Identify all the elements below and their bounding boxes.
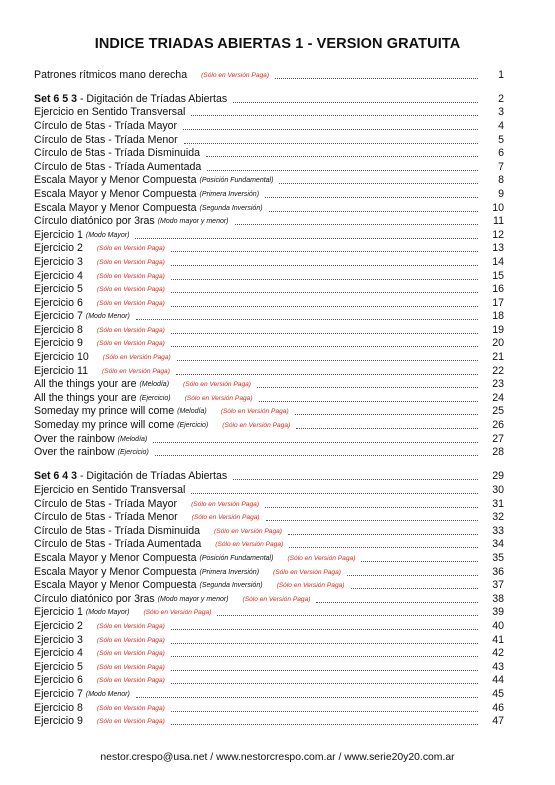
dot-leader xyxy=(171,333,478,334)
paid-version-tag: (Sólo en Versión Paga) xyxy=(191,500,260,508)
page-number: 40 xyxy=(492,619,504,632)
page-number: 21 xyxy=(492,351,504,364)
paid-version-tag: (Sólo en Versión Paga) xyxy=(101,367,170,375)
dot-leader xyxy=(265,197,478,198)
dot-leader xyxy=(257,387,478,388)
toc-entry[interactable] xyxy=(34,92,504,106)
page-number: 36 xyxy=(492,565,504,578)
entry-label: Over the rainbow xyxy=(34,432,115,445)
entry-label: Ejercicio 1 xyxy=(34,228,83,241)
dot-leader xyxy=(289,547,478,548)
dot-leader xyxy=(233,479,478,480)
toc-entry[interactable] xyxy=(34,160,504,174)
paid-version-tag: (Sólo en Versión Paga) xyxy=(96,704,165,712)
toc-entry[interactable] xyxy=(34,119,504,133)
page-number: 4 xyxy=(498,119,504,132)
entry-label: Over the rainbow xyxy=(34,446,115,459)
page-number: 24 xyxy=(492,391,504,404)
page-number: 29 xyxy=(492,470,504,483)
toc-entry[interactable] xyxy=(34,201,504,215)
page-number: 43 xyxy=(492,660,504,673)
entry-label: Patrones rítmicos mano derecha xyxy=(34,68,188,81)
page-number: 18 xyxy=(492,310,504,323)
entry-note: (Ejercicio) xyxy=(117,449,149,457)
paid-version-tag: (Sólo en Versión Paga) xyxy=(96,718,165,726)
page-number: 20 xyxy=(492,337,504,350)
entry-label: Ejercicio 7 xyxy=(34,310,83,323)
entry-note: (Modo mayor y menor) xyxy=(157,595,229,603)
entry-note: (Melodía) xyxy=(177,408,207,416)
page-number: 9 xyxy=(498,187,504,200)
toc-entry[interactable] xyxy=(34,68,504,82)
toc-entry[interactable] xyxy=(34,660,504,674)
paid-version-tag: (Sólo en Versión Paga) xyxy=(201,71,270,79)
toc-entry[interactable] xyxy=(34,551,504,565)
toc-entry[interactable] xyxy=(34,483,504,497)
dot-leader xyxy=(295,414,478,415)
toc-entry[interactable] xyxy=(34,269,504,283)
dot-leader xyxy=(184,143,478,144)
dot-leader xyxy=(171,346,478,347)
page-number: 35 xyxy=(492,551,504,564)
toc-entry[interactable] xyxy=(34,633,504,647)
paid-version-tag: (Sólo en Versión Paga) xyxy=(273,568,341,576)
page-number: 45 xyxy=(492,687,504,700)
paid-version-tag: (Sólo en Versión Paga) xyxy=(102,354,171,362)
page-number: 11 xyxy=(493,215,504,228)
entry-label: Ejercicio 7 xyxy=(34,687,83,700)
toc-entry[interactable] xyxy=(34,323,504,337)
entry-label: Ejercicio 1 xyxy=(34,606,83,619)
dot-leader xyxy=(136,697,478,698)
dot-leader xyxy=(347,575,478,576)
paid-version-tag: (Sólo en Versión Paga) xyxy=(96,340,165,348)
paid-version-tag: (Sólo en Versión Paga) xyxy=(96,326,165,334)
dot-leader xyxy=(136,319,478,320)
entry-note: (Posición Fundamental) xyxy=(199,554,274,562)
toc-entry[interactable] xyxy=(34,337,504,351)
dot-leader xyxy=(206,156,478,157)
entry-label: Ejercicio 9 xyxy=(34,715,83,728)
entry-note: (Modo mayor y menor) xyxy=(157,218,229,226)
entry-label: Ejercicio 5 xyxy=(34,660,83,673)
paid-version-tag: (Sólo en Versión Paga) xyxy=(287,554,356,562)
toc-entry[interactable] xyxy=(34,350,504,364)
paid-version-tag: (Sólo en Versión Paga) xyxy=(96,245,165,253)
dot-leader xyxy=(351,588,479,589)
page-number: 19 xyxy=(492,323,504,336)
toc-entry[interactable] xyxy=(34,174,504,188)
toc-entry[interactable] xyxy=(34,391,504,405)
paid-version-tag: (Sólo en Versión Paga) xyxy=(184,394,253,402)
entry-note: (Melodía) xyxy=(117,435,148,443)
entry-note: (Modo Menor) xyxy=(85,313,130,321)
dot-leader xyxy=(259,401,478,402)
toc-entry[interactable] xyxy=(34,255,504,269)
page-number: 12 xyxy=(492,228,504,241)
entry-label: Círculo diatónico por 3ras xyxy=(34,592,155,605)
entry-label: Escala Mayor y Menor Compuesta xyxy=(34,201,197,214)
toc-entry[interactable] xyxy=(34,106,504,120)
entry-label: All the things your are xyxy=(34,378,137,391)
paid-version-tag: (Sólo en Versión Paga) xyxy=(96,636,165,644)
toc-entry[interactable] xyxy=(34,565,504,579)
entry-label: Someday my prince will come xyxy=(34,405,175,418)
toc-entry[interactable] xyxy=(34,619,504,633)
entry-label: All the things your are xyxy=(34,391,137,404)
entry-label: Ejercicio 9 xyxy=(34,337,83,350)
dot-leader xyxy=(135,238,478,239)
entry-label: Ejercicio 5 xyxy=(34,283,83,296)
paid-version-tag: (Sólo en Versión Paga) xyxy=(215,541,284,549)
dot-leader xyxy=(177,360,478,361)
toc-entry[interactable] xyxy=(34,378,504,392)
entry-label: Ejercicio 6 xyxy=(34,296,83,309)
page-number: 2 xyxy=(498,92,504,105)
toc-entry[interactable] xyxy=(34,647,504,661)
dot-leader xyxy=(269,211,478,212)
page-number: 22 xyxy=(492,364,504,377)
dot-leader xyxy=(288,534,478,535)
entry-label: Círculo diatónico por 3ras xyxy=(34,215,155,228)
toc-entry[interactable] xyxy=(34,715,504,729)
entry-label: Círculo de 5tas - Tríada Mayor xyxy=(34,119,178,132)
toc-entry[interactable] xyxy=(34,701,504,715)
toc-entry[interactable] xyxy=(34,592,504,606)
entry-label: Círculo de 5tas - Tríada Mayor xyxy=(34,497,178,510)
entry-label: Escala Mayor y Menor Compuesta xyxy=(34,187,197,200)
page-number: 13 xyxy=(492,242,504,255)
entry-label: Círculo de 5tas - Tríada Aumentada xyxy=(34,160,202,173)
paid-version-tag: (Sólo en Versión Paga) xyxy=(96,677,165,685)
dot-leader xyxy=(171,306,478,307)
dot-leader xyxy=(171,683,478,684)
page-number: 41 xyxy=(492,633,504,646)
dot-leader xyxy=(155,455,478,456)
toc-entry[interactable] xyxy=(34,405,504,419)
toc-entry[interactable] xyxy=(34,310,504,324)
set-name: Set 6 5 3 xyxy=(34,92,80,105)
entry-note: (Posición Fundamental) xyxy=(199,177,274,185)
page-number: 23 xyxy=(492,378,504,391)
dot-leader xyxy=(171,656,478,657)
dot-leader xyxy=(279,183,478,184)
page-number: 47 xyxy=(492,715,504,728)
entry-label: Círculo de 5tas - Tríada Aumentada xyxy=(34,538,202,551)
dot-leader xyxy=(191,493,478,494)
page-number: 6 xyxy=(498,147,504,160)
paid-version-tag: (Sólo en Versión Paga) xyxy=(96,286,165,294)
page-number: 17 xyxy=(492,296,504,309)
entry-label: Ejercicio 3 xyxy=(34,633,83,646)
paid-version-tag: (Sólo en Versión Paga) xyxy=(96,258,165,266)
paid-version-tag: (Sólo en Versión Paga) xyxy=(96,299,165,307)
page-number: 16 xyxy=(492,283,504,296)
paid-version-tag: (Sólo en Versión Paga) xyxy=(96,650,165,658)
toc-entry[interactable] xyxy=(34,283,504,297)
dot-leader xyxy=(171,724,478,725)
entry-label: Ejercicio 2 xyxy=(34,242,83,255)
toc-entry[interactable] xyxy=(34,446,504,460)
dot-leader xyxy=(171,279,478,280)
entry-label: Ejercicio 2 xyxy=(34,619,83,632)
entry-label: Círculo de 5tas - Tríada Menor xyxy=(34,511,178,524)
entry-label: Ejercicio 11 xyxy=(34,364,88,377)
dot-leader xyxy=(171,265,478,266)
toc-entry[interactable] xyxy=(34,147,504,161)
entry-label: Ejercicio 6 xyxy=(34,674,83,687)
dot-leader xyxy=(171,643,478,644)
page-number: 14 xyxy=(492,255,504,268)
toc-entry[interactable] xyxy=(34,187,504,201)
toc-entry[interactable] xyxy=(34,511,504,525)
dot-leader xyxy=(207,170,478,171)
paid-version-tag: (Sólo en Versión Paga) xyxy=(214,527,282,535)
dot-leader xyxy=(171,670,478,671)
paid-version-tag: (Sólo en Versión Paga) xyxy=(242,595,311,603)
page-number: 30 xyxy=(492,484,504,496)
page-number: 8 xyxy=(498,174,504,187)
page-number: 27 xyxy=(492,432,504,445)
dot-leader xyxy=(235,224,478,225)
dot-leader xyxy=(171,711,478,712)
page-number: 31 xyxy=(492,497,504,510)
paid-version-tag: (Sólo en Versión Paga) xyxy=(96,663,165,671)
dot-leader xyxy=(233,102,478,103)
table-of-contents xyxy=(34,68,504,728)
entry-label: Escala Mayor y Menor Compuesta xyxy=(34,565,197,578)
toc-entry[interactable] xyxy=(34,674,504,688)
entry-label: Ejercicio 8 xyxy=(34,323,83,336)
paid-version-tag: (Sólo en Versión Paga) xyxy=(96,622,165,630)
page-number: 1 xyxy=(498,68,504,81)
entry-note: (Modo Mayor) xyxy=(85,609,130,617)
page-number: 33 xyxy=(492,524,504,537)
toc-entry[interactable] xyxy=(34,364,504,378)
dot-leader xyxy=(316,602,478,603)
dot-leader xyxy=(217,615,478,616)
entry-note: (Primera Inversión) xyxy=(199,568,260,576)
dot-leader xyxy=(171,292,478,293)
dot-leader xyxy=(265,507,478,508)
page-number: 42 xyxy=(492,647,504,660)
page-number: 3 xyxy=(498,106,504,119)
page-number: 38 xyxy=(492,592,504,605)
dot-leader xyxy=(191,115,478,116)
entry-label: Ejercicio 3 xyxy=(34,255,83,268)
dot-leader xyxy=(361,561,478,562)
entry-note: (Modo Mayor) xyxy=(85,231,130,239)
dot-leader xyxy=(183,129,478,130)
paid-version-tag: (Sólo en Versión Paga) xyxy=(276,582,345,590)
set-name: Set 6 4 3 xyxy=(34,470,80,483)
page-number: 25 xyxy=(492,405,504,418)
toc-entry[interactable] xyxy=(34,687,504,701)
dot-leader xyxy=(266,520,478,521)
entry-label: Escala Mayor y Menor Compuesta xyxy=(34,551,197,564)
footer-contact: nestor.crespo@usa.net / www.nestorcrespo.com.ar / www.serie20y20.com.ar xyxy=(100,752,455,763)
paid-version-tag: (Sólo en Versión Paga) xyxy=(191,514,260,522)
page-number: 10 xyxy=(492,201,504,214)
page-number: 32 xyxy=(492,511,504,524)
dot-leader xyxy=(153,442,478,443)
page-number: 28 xyxy=(492,446,504,459)
dot-leader xyxy=(275,78,478,79)
toc-entry[interactable] xyxy=(34,432,504,446)
page-number: 39 xyxy=(492,606,504,619)
toc-entry[interactable] xyxy=(34,418,504,432)
entry-label: Ejercicio en Sentido Transversal xyxy=(34,106,186,119)
entry-label: Círculo de 5tas - Tríada Disminuida xyxy=(34,147,201,160)
entry-label: Círculo de 5tas - Tríada Disminuida xyxy=(34,524,201,537)
page-number: 34 xyxy=(492,538,504,551)
page-number: 44 xyxy=(492,674,504,687)
paid-version-tag: (Sólo en Versión Paga) xyxy=(143,609,212,617)
paid-version-tag: (Sólo en Versión Paga) xyxy=(220,408,289,416)
entry-note: (Melodía) xyxy=(139,381,170,389)
entry-note: (Segunda Inversión) xyxy=(199,582,263,590)
entry-note: (Ejercicio) xyxy=(177,422,209,430)
entry-label: Ejercicio 4 xyxy=(34,269,83,282)
toc-entry[interactable] xyxy=(34,606,504,620)
toc-entry[interactable] xyxy=(34,579,504,593)
entry-note: (Segunda Inversión) xyxy=(199,204,263,212)
toc-entry[interactable] xyxy=(34,215,504,229)
entry-label: Escala Mayor y Menor Compuesta xyxy=(34,579,197,592)
toc-entry[interactable] xyxy=(34,228,504,242)
toc-entry[interactable] xyxy=(34,497,504,511)
toc-entry[interactable] xyxy=(34,242,504,256)
paid-version-tag: (Sólo en Versión Paga) xyxy=(183,381,251,389)
toc-entry[interactable] xyxy=(34,524,504,538)
paid-version-tag: (Sólo en Versión Paga) xyxy=(222,422,291,430)
dot-leader xyxy=(171,629,478,630)
entry-note: (Primera Inversión) xyxy=(199,190,260,198)
entry-label: Set 6 5 3 - Digitación de Tríadas Abiertas xyxy=(34,92,228,105)
dot-leader xyxy=(296,428,478,429)
entry-label: Ejercicio 4 xyxy=(34,647,83,660)
paid-version-tag: (Sólo en Versión Paga) xyxy=(96,272,165,280)
entry-label: Escala Mayor y Menor Compuesta xyxy=(34,174,197,187)
dot-leader xyxy=(171,251,478,252)
toc-entry[interactable] xyxy=(34,538,504,552)
page-number: 5 xyxy=(498,133,504,146)
toc-entry[interactable] xyxy=(34,296,504,310)
page-number: 46 xyxy=(492,701,504,714)
toc-entry[interactable] xyxy=(34,470,504,484)
page-title: INDICE TRIADAS ABIERTAS 1 - VERSION GRATUITA xyxy=(94,36,461,52)
page-number: 7 xyxy=(498,160,504,173)
entry-label: Ejercicio 8 xyxy=(34,701,83,714)
page-number: 26 xyxy=(492,419,504,432)
entry-note: (Modo Menor) xyxy=(85,690,130,698)
page-number: 15 xyxy=(492,269,504,282)
toc-entry[interactable] xyxy=(34,133,504,147)
page-number: 37 xyxy=(492,579,504,592)
entry-label: Ejercicio en Sentido Transversal xyxy=(34,484,186,496)
dot-leader xyxy=(176,374,478,375)
entry-label: Someday my prince will come xyxy=(34,419,175,432)
entry-label: Círculo de 5tas - Tríada Menor xyxy=(34,133,178,146)
entry-note: (Ejercicio) xyxy=(139,394,171,402)
entry-label: Ejercicio 10 xyxy=(34,351,89,364)
entry-label: Set 6 4 3 - Digitación de Tríadas Abiertas xyxy=(34,470,228,483)
